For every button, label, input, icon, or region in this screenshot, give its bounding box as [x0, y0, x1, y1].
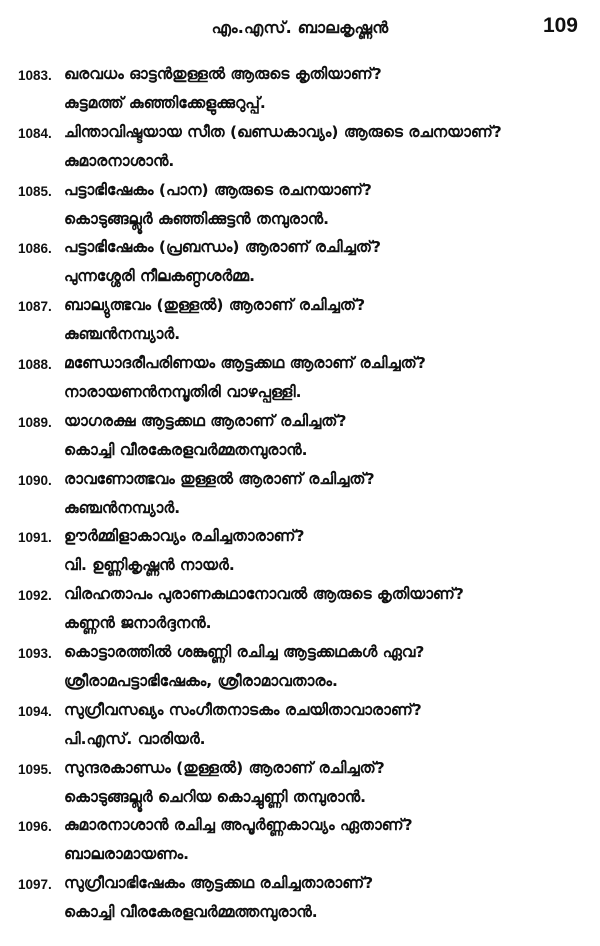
answer-text: കുഞ്ചൻനമ്പ്യാർ. — [64, 498, 181, 517]
qa-item — [0, 871, 600, 929]
question-text: പട്ടാഭിഷേകം (പ്രബന്ധം) ആരാണ് രചിച്ചത്? — [64, 238, 382, 257]
answer-text: കൊടുങ്ങല്ലൂർ ചെറിയ കൊച്ചുണ്ണി തമ്പുരാൻ. — [64, 787, 367, 806]
question-number: 1086. — [18, 241, 52, 257]
question-text: രാവണോത്ഭവം തുള്ളൽ ആരാണ് രചിച്ചത്? — [64, 469, 375, 488]
question-text: സുഗ്രീവാഭിഷേകം ആട്ടക്കഥ രചിച്ചതാരാണ്? — [64, 874, 374, 893]
question-number: 1096. — [18, 819, 52, 835]
answer-text: കൊച്ചി വീരകേരളവർമ്മതമ്പുരാൻ. — [64, 440, 308, 459]
question-number: 1095. — [18, 761, 52, 777]
answer-text: ബാലരാമായണം. — [64, 845, 190, 864]
answer-text: കൊച്ചി വീരകേരളവർമ്മത്തമ്പുരാൻ. — [64, 903, 318, 922]
qa-item — [0, 351, 600, 409]
question-text: ഊർമ്മിളാകാവ്യം രചിച്ചതാരാണ്? — [64, 527, 305, 546]
qa-item — [0, 813, 600, 871]
qa-item — [0, 524, 600, 582]
answer-text: വി. ഉണ്ണികൃഷ്ണൻ നായർ. — [64, 556, 235, 575]
question-text: സുന്ദരകാണ്ഡം (തുള്ളൽ) ആരാണ് രചിച്ചത്? — [64, 758, 385, 777]
question-text: സുഗ്രീവസഖ്യം സംഗീതനാടകം രചയിതാവാരാണ്? — [64, 700, 422, 719]
qa-item — [0, 409, 600, 467]
page-number: 109 — [542, 14, 578, 37]
question-text: കുമാരനാശാൻ രചിച്ച അപൂർണ്ണകാവ്യം ഏതാണ്? — [64, 816, 413, 835]
question-number: 1097. — [18, 877, 52, 893]
qa-item — [0, 640, 600, 698]
qa-item — [0, 698, 600, 756]
question-text: കൊട്ടാരത്തിൽ ശങ്കുണ്ണി രചിച്ച ആട്ടക്കഥകൾ ഏവ? — [64, 642, 425, 661]
answer-text: കുഞ്ചൻനമ്പ്യാർ. — [64, 325, 181, 344]
question-number: 1091. — [18, 530, 52, 546]
question-text: മണ്ഡോദരീപരിണയം ആട്ടക്കഥ ആരാണ് രചിച്ചത്? — [64, 353, 426, 372]
qa-item — [0, 756, 600, 814]
question-text: ഖരവധം ഓട്ടൻതുള്ളൽ ആരുടെ കൃതിയാണ്? — [64, 65, 382, 83]
running-title: എം.എസ്. ബാലകൃഷ്ണൻ — [211, 18, 389, 37]
qa-item — [0, 293, 600, 351]
qa-item — [0, 120, 600, 178]
answer-text: ശ്രീരാമപട്ടാഭിഷേകം, ശ്രീരാമാവതാരം. — [64, 671, 338, 690]
question-number: 1089. — [18, 414, 52, 430]
answer-text: കൊടുങ്ങല്ലൂർ കുഞ്ഞിക്കുട്ടൻ തമ്പുരാൻ. — [64, 209, 330, 228]
answer-text: കുട്ടമത്ത് കുഞ്ഞിക്കേളുക്കുറുപ്പ്. — [64, 94, 266, 112]
question-number: 1084. — [18, 125, 52, 141]
answer-text: പുന്നശ്ശേരി നീലകണ്ഠശർമ്മ. — [64, 267, 256, 286]
question-number: 1090. — [18, 472, 52, 488]
qa-item — [0, 178, 600, 236]
question-number: 1094. — [18, 703, 52, 719]
qa-item — [0, 467, 600, 525]
answer-text: പി.എസ്. വാരിയർ. — [64, 729, 206, 748]
question-number: 1083. — [18, 68, 52, 83]
question-answer-list — [0, 62, 600, 929]
qa-item — [0, 235, 600, 293]
qa-item — [0, 582, 600, 640]
question-number: 1092. — [18, 588, 52, 604]
question-text: പട്ടാഭിഷേകം (പാന) ആരുടെ രചനയാണ്? — [64, 180, 372, 199]
answer-text: നാരായണൻനമ്പൂതിരി വാഴപ്പള്ളി. — [64, 382, 302, 401]
question-text: ബാല്യുത്ഭവം (തുള്ളൽ) ആരാണ് രചിച്ചത്? — [64, 296, 366, 315]
answer-text: കണ്ണൻ ജനാർദ്ദനൻ. — [64, 614, 212, 633]
qa-item — [0, 62, 600, 120]
question-number: 1088. — [18, 356, 52, 372]
answer-text: കുമാരനാശാൻ. — [64, 151, 175, 170]
question-number: 1093. — [18, 645, 52, 661]
question-text: യാഗരക്ഷ ആട്ടക്കഥ ആരാണ് രചിച്ചത്? — [64, 411, 347, 430]
question-number: 1085. — [18, 183, 52, 199]
question-text: വിരഹതാപം പുരാണകഥാനോവൽ ആരുടെ കൃതിയാണ്? — [64, 585, 464, 604]
question-number: 1087. — [18, 299, 52, 315]
page-header — [0, 0, 600, 52]
question-text: ചിന്താവിഷ്ടയായ സീത (ഖണ്ഡകാവ്യം) ആരുടെ രചനയാണ്? — [64, 122, 502, 141]
